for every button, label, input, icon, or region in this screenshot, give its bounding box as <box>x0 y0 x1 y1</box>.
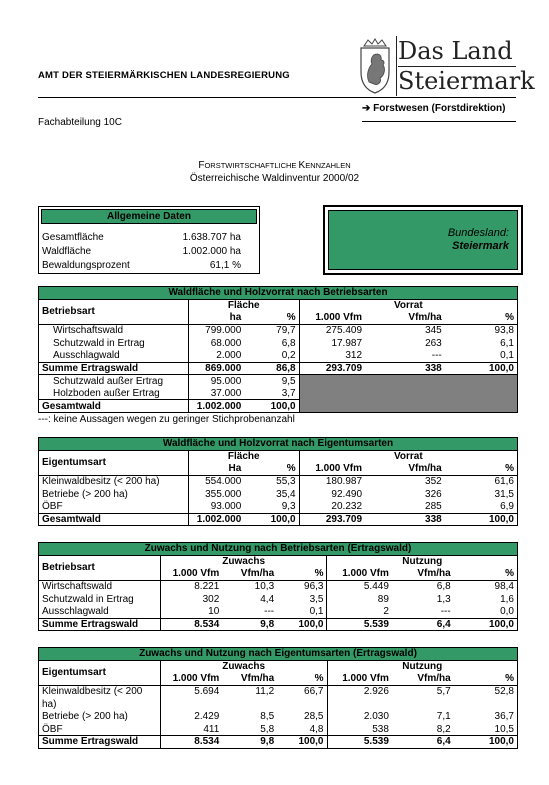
page-subtitle: Österreichische Waldinventur 2000/02 <box>189 173 360 184</box>
unit-header: % <box>286 312 296 324</box>
column-header: Zuwachs <box>160 660 327 673</box>
unit-header: % <box>454 673 518 686</box>
table-zuwachs-nutzung-betriebsart <box>38 542 518 631</box>
unit-header: % <box>314 673 324 685</box>
department-label: Fachabteilung 10C <box>38 117 122 128</box>
table-row: ÖBF 93.000 9,3 20.232 285 6,9 <box>39 500 518 513</box>
column-header: Vorrat <box>299 299 517 312</box>
section-label <box>362 103 505 114</box>
arrow-right-icon: ➔ <box>362 103 371 114</box>
table-title: Waldfläche und Holzvorrat nach Betriebsarten <box>39 287 518 300</box>
total-row: Summe Ertragswald 8.534 9,8 100,0 5.539 6,4 100,0 <box>39 736 518 749</box>
table-row: ÖBF 411 5,8 4,8 538 8,2 10,5 <box>39 723 518 736</box>
total-row: Gesamtwald 1.002.000 100,0 <box>39 400 518 413</box>
table-row: Holzboden außer Ertrag 37.000 3,7 <box>39 387 518 400</box>
table-row: Kleinwaldbesitz (< 200 ha) 554.000 55,3 180.987 352 61,6 <box>39 475 518 488</box>
column-header: Zuwachs <box>160 555 327 568</box>
unit-header: Vfm/ha <box>240 673 275 685</box>
column-header: Betriebsart <box>39 555 161 580</box>
footnote: ---: keine Aussagen wegen zu geringer Stichprobenanzahl <box>38 414 295 425</box>
table-eigentumsart-flaeche-vorrat <box>38 437 518 526</box>
coat-of-arms-logo <box>358 38 392 94</box>
state-label: Bundesland: <box>447 227 509 239</box>
page-title: FORSTWIRTSCHAFTLICHE KENNZAHLEN <box>198 160 351 171</box>
unit-header: Vfm/ha <box>417 568 451 580</box>
general-data-box <box>38 206 260 274</box>
table-zuwachs-nutzung-eigentumsart <box>38 647 518 749</box>
table-row: Wirtschaftswald 8.221 10,3 96,3 5.449 6,8 98,4 <box>39 580 518 593</box>
unit-header: 1.000 Vfm <box>299 463 365 476</box>
unit-header: % <box>445 463 518 476</box>
table-title: Zuwachs und Nutzung nach Eigentumsarten (Ertragswald) <box>39 648 518 661</box>
table-row: Wirtschaftswald 799.000 79,7 275.409 345 93,8 <box>39 324 518 337</box>
total-row: Gesamtwald 1.002.000 100,0 293.709 338 100,0 <box>39 513 518 526</box>
section-underline <box>362 121 516 122</box>
column-header: Fläche <box>188 450 299 463</box>
unit-header: % <box>314 568 324 580</box>
agency-name: AMT DER STEIERMÄRKISCHEN LANDESREGIERUNG <box>38 70 290 81</box>
column-header: Eigentumsart <box>39 450 189 475</box>
table-row: Schutzwald in Ertrag 68.000 6,8 17.987 263 6,1 <box>39 337 518 350</box>
logo-line-2: Steiermark <box>398 67 535 95</box>
unit-header: Vfm/ha <box>240 568 275 580</box>
column-header: Nutzung <box>327 555 518 568</box>
table-title: Waldfläche und Holzvorrat nach Eigentumsarten <box>39 438 518 451</box>
table-row: Ausschlagwald 2.000 0,2 312 --- 0,1 <box>39 349 518 362</box>
unit-header: 1.000 Vfm <box>299 312 365 325</box>
table-row: Betriebe (> 200 ha) 355.000 35,4 92.490 326 31,5 <box>39 488 518 501</box>
column-header: Vorrat <box>299 450 517 463</box>
column-header: Nutzung <box>327 660 518 673</box>
unit-header: Vfm/ha <box>408 312 442 324</box>
table-title: Zuwachs und Nutzung nach Betriebsarten (Ertragswald) <box>39 543 518 556</box>
section-text: Forstwesen (Forstdirektion) <box>373 103 506 114</box>
unit-header: % <box>286 463 296 475</box>
column-header: Fläche <box>188 299 299 312</box>
table-row: Schutzwald in Ertrag 302 4,4 3,5 89 1,3 1,6 <box>39 593 518 606</box>
table-row-continuation: ha) <box>39 698 518 711</box>
general-row: Bewaldungsprozent 61,1 % <box>42 260 241 271</box>
unit-header: % <box>445 312 518 325</box>
total-row: Summe Ertragswald 8.534 9,8 100,0 5.539 6,4 100,0 <box>39 618 518 631</box>
table-row: Ausschlagwald 10 --- 0,1 2 --- 0,0 <box>39 605 518 618</box>
state-name: Steiermark <box>452 240 509 252</box>
unit-header: 1.000 Vfm <box>160 568 222 581</box>
unit-header: Vfm/ha <box>417 673 451 685</box>
unit-header: Vfm/ha <box>408 463 442 475</box>
general-row: Waldfläche 1.002.000 ha <box>42 246 241 257</box>
column-header: Betriebsart <box>39 299 189 324</box>
table-row: Betriebe (> 200 ha) 2.429 8,5 28,5 2.030 7,1 36,7 <box>39 710 518 723</box>
column-header: Eigentumsart <box>39 660 161 685</box>
header-divider <box>38 97 516 98</box>
table-betriebsart-flaeche-vorrat <box>38 286 518 413</box>
state-box <box>323 205 523 275</box>
unit-header: ha <box>188 312 244 325</box>
unit-header: Ha <box>188 463 244 476</box>
general-row: Gesamtfläche 1.638.707 ha <box>42 232 241 243</box>
table-row: Schutzwald außer Ertrag 95.000 9,5 <box>39 375 518 388</box>
unit-header: 1.000 Vfm <box>327 568 392 581</box>
table-row: Kleinwaldbesitz (< 200 5.694 11,2 66,7 2.926 5,7 52,8 <box>39 685 518 698</box>
unit-header: 1.000 Vfm <box>327 673 392 686</box>
unit-header: % <box>454 568 518 581</box>
sum-row: Summe Ertragswald 869.000 86,8 293.709 338 100,0 <box>39 362 518 375</box>
logo-divider <box>396 36 397 96</box>
unit-header: 1.000 Vfm <box>160 673 222 686</box>
logo-line-1: Das Land <box>398 37 513 65</box>
general-data-heading: Allgemeine Daten <box>41 209 257 224</box>
